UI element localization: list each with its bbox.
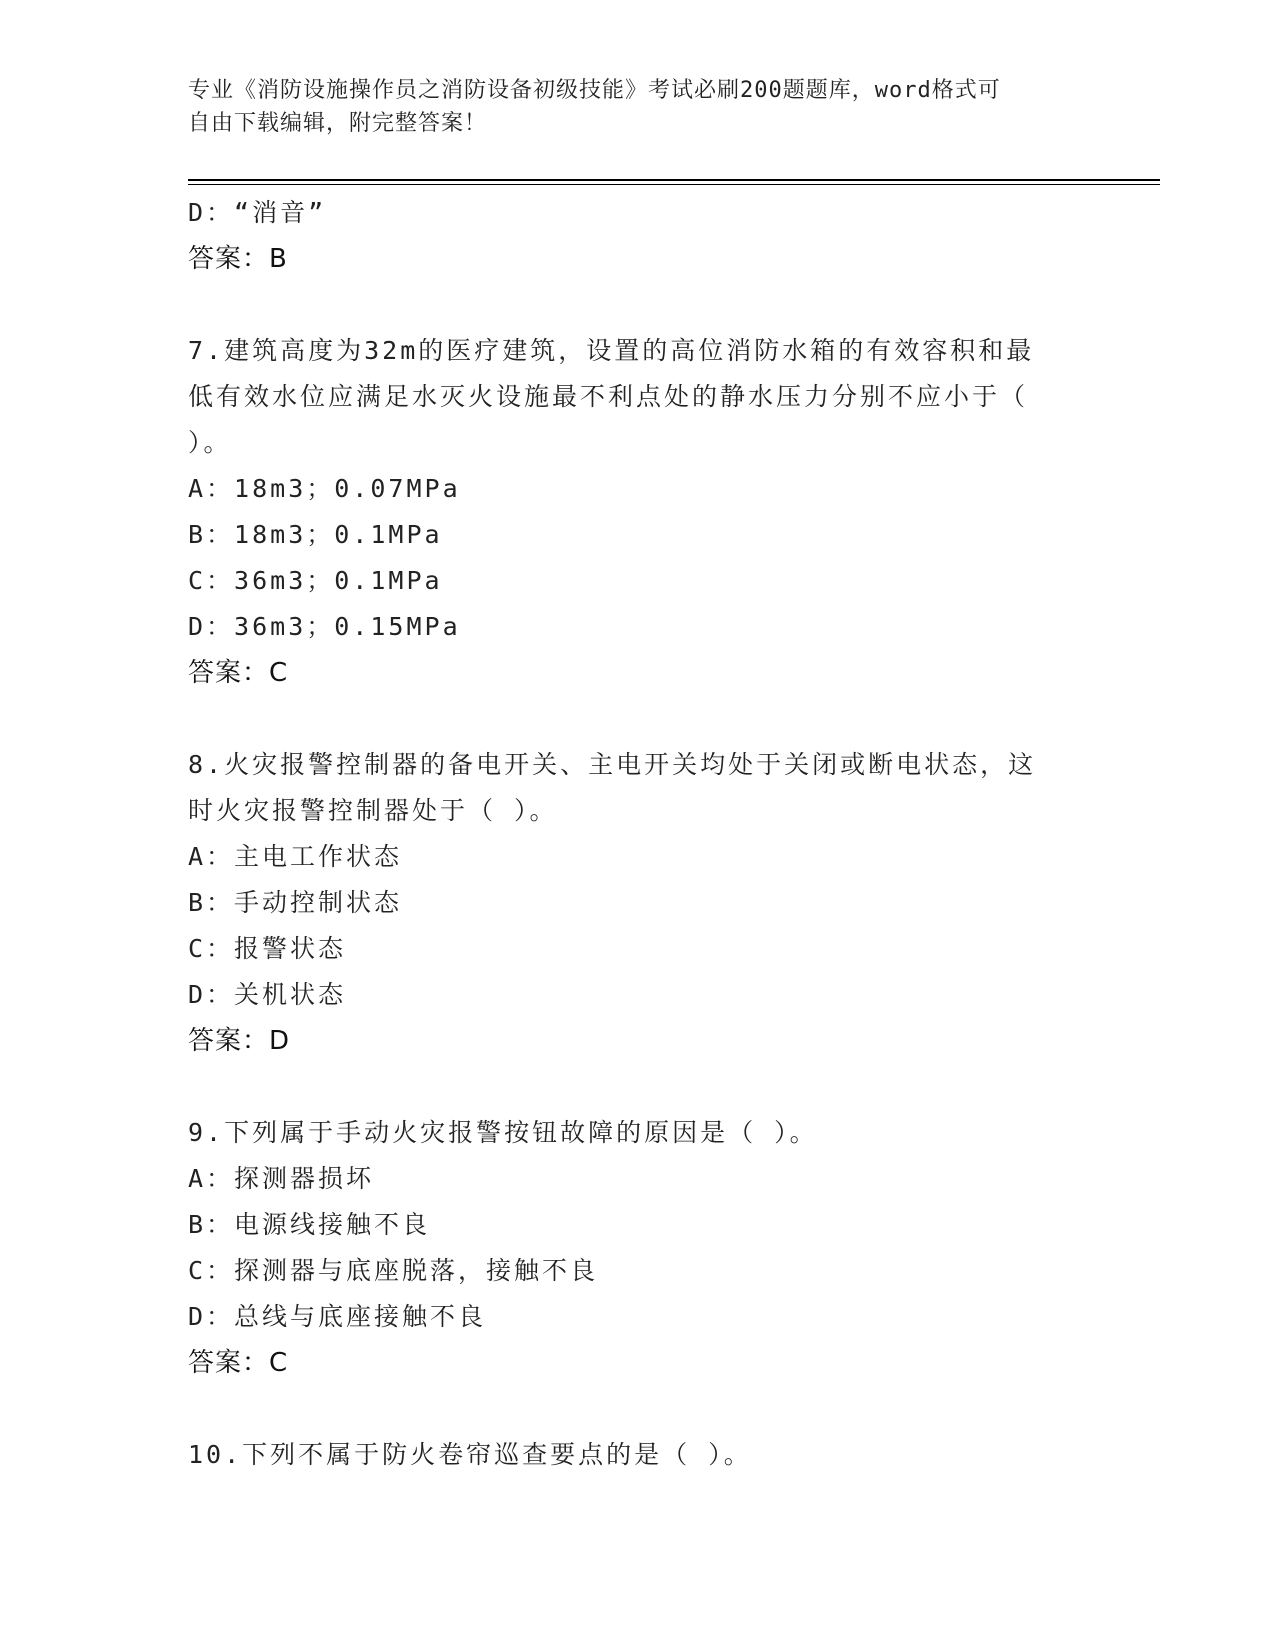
question-stem: 时火灾报警控制器处于（ ）。 — [188, 796, 558, 825]
question-stem: 9.下列属于手动火灾报警按钮故障的原因是（ ）。 — [188, 1118, 818, 1147]
question-7 — [188, 328, 1088, 696]
question-stem: 低有效水位应满足水灭火设施最不利点处的静水压力分别不应小于（ — [188, 382, 1029, 411]
option-c: C：探测器与底座脱落，接触不良 — [188, 1256, 599, 1285]
option-d: D：“消音” — [188, 198, 327, 227]
question-stem: ）。 — [188, 428, 232, 457]
option-b: B：手动控制状态 — [188, 888, 403, 917]
option-d: D：总线与底座接触不良 — [188, 1302, 487, 1331]
question-8 — [188, 742, 1088, 1064]
spacer — [188, 696, 1088, 742]
question-stem: 7.建筑高度为32m的医疗建筑，设置的高位消防水箱的有效容积和最 — [188, 336, 1035, 365]
option-c: C：36m3；0.1MPa — [188, 566, 443, 595]
answer-label: 答案：C — [188, 658, 289, 688]
spacer — [188, 1386, 1088, 1432]
answer-label: 答案：C — [188, 1348, 289, 1378]
question-10 — [188, 1432, 1088, 1478]
page-header — [188, 74, 1068, 140]
question-list — [188, 190, 1088, 1478]
header-title-line-2: 自由下载编辑，附完整答案！ — [188, 111, 488, 136]
question-stem: 10.下列不属于防火卷帘巡查要点的是（ ）。 — [188, 1440, 752, 1469]
answer-label: 答案：B — [188, 244, 288, 274]
option-a: A：主电工作状态 — [188, 842, 403, 871]
answer-label: 答案：D — [188, 1026, 291, 1056]
question-stem: 8.火灾报警控制器的备电开关、主电开关均处于关闭或断电状态，这 — [188, 750, 1037, 779]
option-a: A：18m3；0.07MPa — [188, 474, 461, 503]
option-b: B：电源线接触不良 — [188, 1210, 431, 1239]
option-d: D：关机状态 — [188, 980, 347, 1009]
header-divider-thin — [188, 184, 1160, 185]
question-9 — [188, 1110, 1088, 1386]
option-a: A：探测器损坏 — [188, 1164, 375, 1193]
spacer — [188, 1064, 1088, 1110]
option-c: C：报警状态 — [188, 934, 347, 963]
question-6-tail — [188, 190, 1088, 282]
option-b: B：18m3；0.1MPa — [188, 520, 443, 549]
header-divider-thick — [188, 179, 1160, 181]
option-d: D：36m3；0.15MPa — [188, 612, 461, 641]
header-title-line-1: 专业《消防设施操作员之消防设备初级技能》考试必刷200题题库，word格式可 — [188, 78, 1001, 103]
spacer — [188, 282, 1088, 328]
